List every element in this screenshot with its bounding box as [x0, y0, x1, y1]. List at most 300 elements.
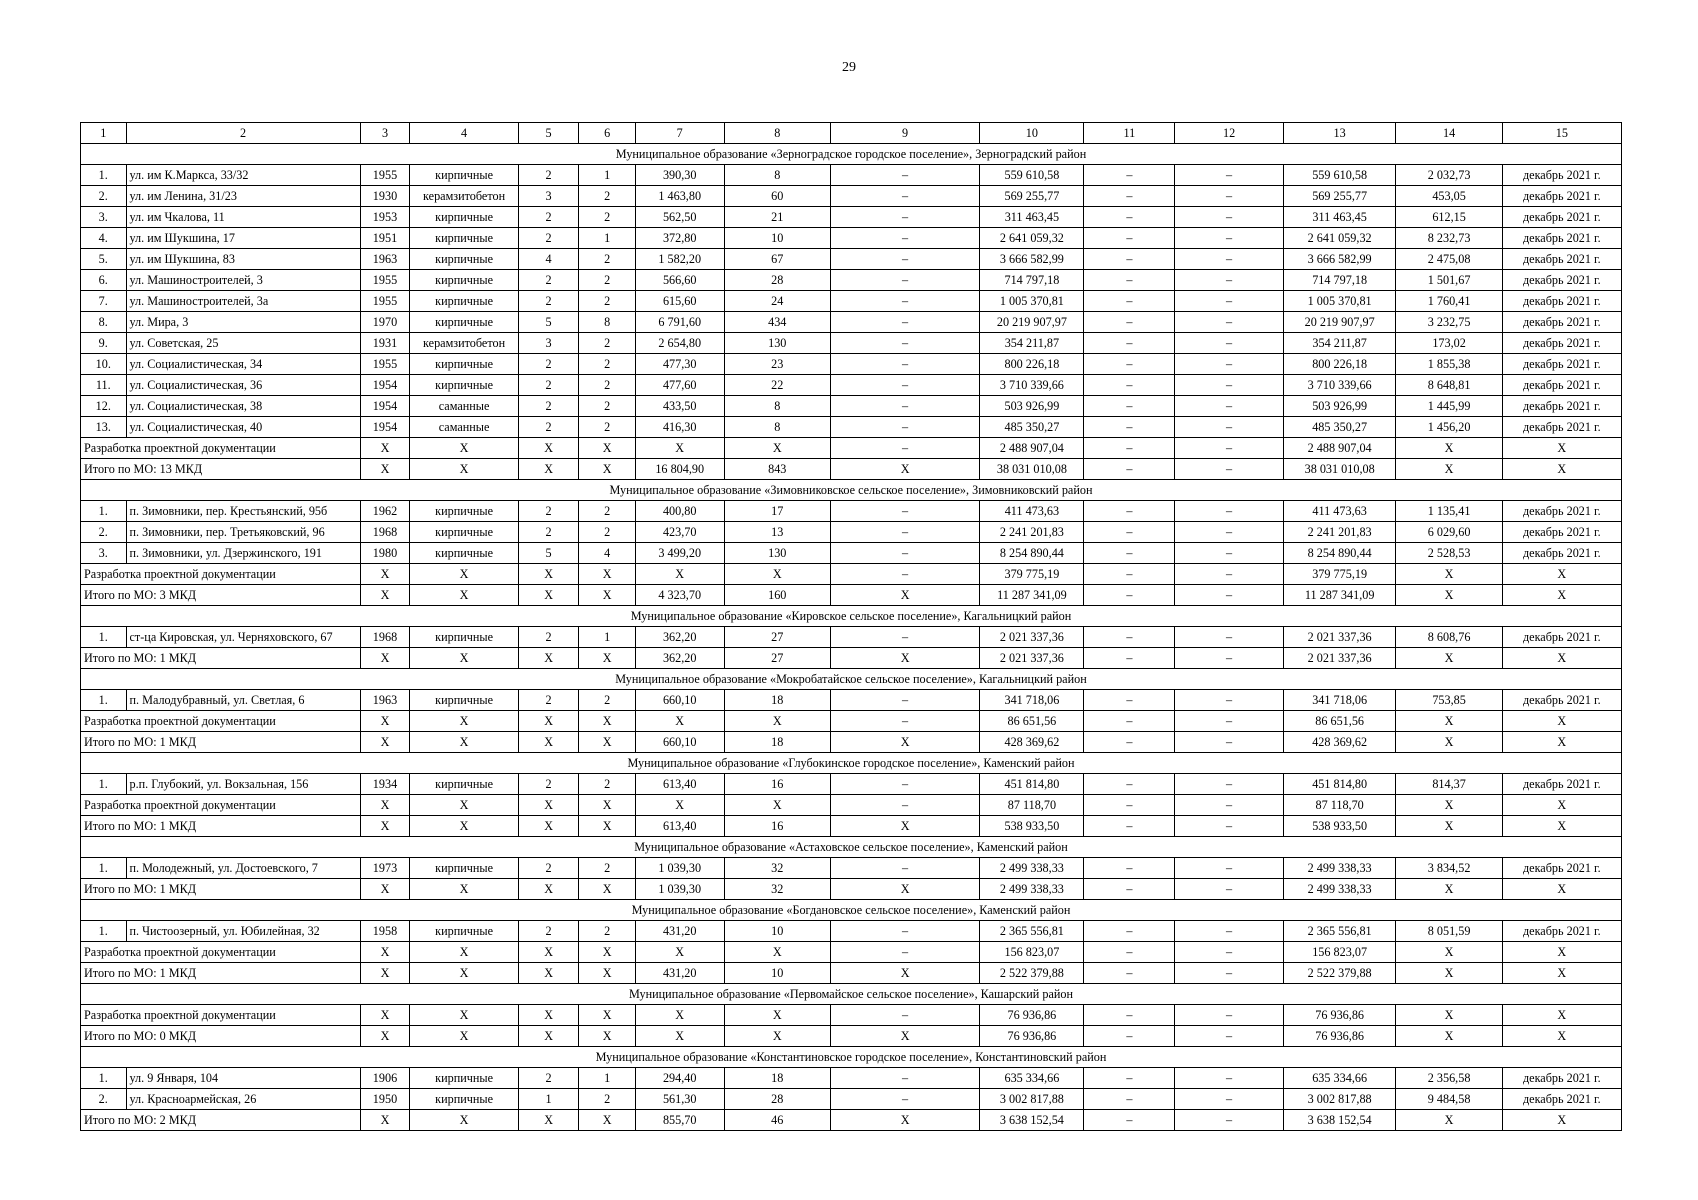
table-cell: 1930 — [360, 186, 410, 207]
table-cell: – — [830, 396, 980, 417]
table-cell: 2 — [518, 417, 579, 438]
table-cell: 2 — [518, 690, 579, 711]
table-cell: X — [579, 1110, 635, 1131]
table-cell: – — [830, 354, 980, 375]
table-cell: 173,02 — [1396, 333, 1502, 354]
table-cell: кирпичные — [410, 354, 518, 375]
table-cell: X — [579, 1026, 635, 1047]
table-cell: 16 — [724, 816, 830, 837]
table-cell: – — [1084, 816, 1175, 837]
table-cell: – — [1084, 1110, 1175, 1131]
table-cell: 8 254 890,44 — [1283, 543, 1396, 564]
table-cell: 2. — [81, 522, 127, 543]
column-header: 9 — [830, 123, 980, 144]
table-cell: X — [724, 711, 830, 732]
section-row — [81, 900, 1622, 921]
table-cell: X — [1396, 648, 1502, 669]
table-cell: 559 610,58 — [980, 165, 1084, 186]
table-cell: X — [410, 963, 518, 984]
table-row — [81, 207, 1622, 228]
table-cell: 2 — [518, 291, 579, 312]
total-row — [81, 1026, 1622, 1047]
table-cell: кирпичные — [410, 291, 518, 312]
table-cell: 1955 — [360, 165, 410, 186]
row-label: Итого по МО: 1 МКД — [81, 963, 361, 984]
table-cell: 2 — [518, 921, 579, 942]
table-cell: X — [410, 1005, 518, 1026]
table-cell: X — [579, 585, 635, 606]
table-cell: – — [1084, 1068, 1175, 1089]
table-cell: 2 488 907,04 — [980, 438, 1084, 459]
table-cell: X — [1502, 1110, 1621, 1131]
table-cell: 538 933,50 — [980, 816, 1084, 837]
section-row — [81, 984, 1622, 1005]
table-cell: 1 135,41 — [1396, 501, 1502, 522]
table-cell: X — [360, 1026, 410, 1047]
table-cell: X — [579, 816, 635, 837]
table-cell: – — [1084, 333, 1175, 354]
table-cell: ул. им Ленина, 31/23 — [126, 186, 360, 207]
table-cell: декабрь 2021 г. — [1502, 354, 1621, 375]
table-cell: кирпичные — [410, 312, 518, 333]
row-label: Разработка проектной документации — [81, 711, 361, 732]
table-cell: X — [410, 732, 518, 753]
table-cell: 76 936,86 — [1283, 1005, 1396, 1026]
table-cell: – — [1084, 291, 1175, 312]
table-cell: X — [579, 1005, 635, 1026]
table-cell: 16 — [724, 774, 830, 795]
table-cell: – — [1084, 711, 1175, 732]
table-cell: декабрь 2021 г. — [1502, 627, 1621, 648]
table-cell: 20 219 907,97 — [980, 312, 1084, 333]
table-cell: 2 — [579, 501, 635, 522]
table-cell: 6 791,60 — [635, 312, 724, 333]
table-cell: – — [1084, 648, 1175, 669]
table-cell: – — [1175, 228, 1283, 249]
table-cell: 2 — [579, 522, 635, 543]
table-cell: – — [1084, 879, 1175, 900]
table-cell: п. Молодежный, ул. Достоевского, 7 — [126, 858, 360, 879]
table-cell: п. Малодубравный, ул. Светлая, 6 — [126, 690, 360, 711]
table-cell: – — [1175, 942, 1283, 963]
table-cell: X — [724, 564, 830, 585]
table-cell: 156 823,07 — [1283, 942, 1396, 963]
design-docs-row — [81, 942, 1622, 963]
table-cell: кирпичные — [410, 207, 518, 228]
table-cell: 2 488 907,04 — [1283, 438, 1396, 459]
table-cell: 38 031 010,08 — [1283, 459, 1396, 480]
table-cell: 1. — [81, 501, 127, 522]
table-cell: – — [830, 312, 980, 333]
table-cell: 8 — [724, 417, 830, 438]
table-cell: X — [1396, 963, 1502, 984]
table-cell: X — [830, 648, 980, 669]
table-cell: 635 334,66 — [1283, 1068, 1396, 1089]
table-cell: X — [360, 963, 410, 984]
table-cell: ул. Советская, 25 — [126, 333, 360, 354]
total-row — [81, 816, 1622, 837]
table-body — [81, 123, 1622, 1131]
table-row — [81, 543, 1622, 564]
table-cell: 477,60 — [635, 375, 724, 396]
table-cell: – — [1175, 207, 1283, 228]
row-label: Итого по МО: 2 МКД — [81, 1110, 361, 1131]
table-cell: кирпичные — [410, 270, 518, 291]
table-cell: X — [579, 879, 635, 900]
table-cell: 485 350,27 — [980, 417, 1084, 438]
table-cell: X — [635, 942, 724, 963]
section-title: Муниципальное образование «Зимовниковское сельское поселение», Зимовниковский район — [81, 480, 1622, 501]
housing-registry-table — [80, 122, 1622, 1131]
table-row — [81, 627, 1622, 648]
table-cell: – — [1084, 249, 1175, 270]
table-cell: 2. — [81, 186, 127, 207]
table-row — [81, 921, 1622, 942]
table-cell: 1968 — [360, 522, 410, 543]
table-cell: р.п. Глубокий, ул. Вокзальная, 156 — [126, 774, 360, 795]
table-row — [81, 228, 1622, 249]
table-cell: декабрь 2021 г. — [1502, 207, 1621, 228]
table-cell: – — [1175, 1089, 1283, 1110]
table-cell: декабрь 2021 г. — [1502, 291, 1621, 312]
table-cell: 451 814,80 — [1283, 774, 1396, 795]
table-cell: 814,37 — [1396, 774, 1502, 795]
table-cell: – — [1175, 312, 1283, 333]
table-cell: 32 — [724, 858, 830, 879]
table-cell: кирпичные — [410, 690, 518, 711]
table-cell: X — [1396, 732, 1502, 753]
table-cell: 3 499,20 — [635, 543, 724, 564]
table-cell: 451 814,80 — [980, 774, 1084, 795]
table-cell: 2 499 338,33 — [1283, 879, 1396, 900]
table-cell: 1950 — [360, 1089, 410, 1110]
table-cell: 5 — [518, 543, 579, 564]
table-cell: X — [635, 438, 724, 459]
table-cell: X — [635, 564, 724, 585]
table-cell: 1970 — [360, 312, 410, 333]
table-cell: 10 — [724, 921, 830, 942]
table-cell: декабрь 2021 г. — [1502, 417, 1621, 438]
total-row — [81, 879, 1622, 900]
table-cell: X — [1396, 564, 1502, 585]
table-cell: 76 936,86 — [980, 1005, 1084, 1026]
table-cell: – — [830, 291, 980, 312]
table-row — [81, 354, 1622, 375]
table-cell: 753,85 — [1396, 690, 1502, 711]
table-cell: X — [1396, 1110, 1502, 1131]
table-cell: ул. им Шукшина, 83 — [126, 249, 360, 270]
section-row — [81, 144, 1622, 165]
table-cell: – — [830, 417, 980, 438]
table-cell: – — [1175, 270, 1283, 291]
table-cell: 431,20 — [635, 963, 724, 984]
table-cell: – — [1175, 921, 1283, 942]
table-cell: 2 — [579, 921, 635, 942]
table-cell: саманные — [410, 417, 518, 438]
table-cell: – — [1084, 417, 1175, 438]
table-cell: 10. — [81, 354, 127, 375]
table-cell: – — [1084, 312, 1175, 333]
table-cell: 2 — [518, 396, 579, 417]
table-cell: 1 005 370,81 — [1283, 291, 1396, 312]
table-cell: X — [724, 1005, 830, 1026]
table-cell: X — [360, 459, 410, 480]
table-cell: – — [830, 375, 980, 396]
table-cell: ул. им Шукшина, 17 — [126, 228, 360, 249]
table-cell: 2 475,08 — [1396, 249, 1502, 270]
table-cell: 416,30 — [635, 417, 724, 438]
table-cell: декабрь 2021 г. — [1502, 249, 1621, 270]
table-cell: 130 — [724, 543, 830, 564]
table-cell: 1 760,41 — [1396, 291, 1502, 312]
table-cell: X — [410, 585, 518, 606]
table-cell: декабрь 2021 г. — [1502, 396, 1621, 417]
table-cell: ул. им К.Маркса, 33/32 — [126, 165, 360, 186]
total-row — [81, 732, 1622, 753]
table-cell: 503 926,99 — [1283, 396, 1396, 417]
table-cell: – — [1175, 585, 1283, 606]
table-cell: 76 936,86 — [980, 1026, 1084, 1047]
table-cell: – — [1175, 564, 1283, 585]
table-cell: декабрь 2021 г. — [1502, 522, 1621, 543]
table-cell: 390,30 — [635, 165, 724, 186]
table-cell: 8 648,81 — [1396, 375, 1502, 396]
table-cell: кирпичные — [410, 249, 518, 270]
table-cell: – — [830, 270, 980, 291]
table-cell: кирпичные — [410, 921, 518, 942]
table-cell: – — [1084, 354, 1175, 375]
table-cell: 1. — [81, 627, 127, 648]
table-cell: 2 499 338,33 — [980, 879, 1084, 900]
table-cell: – — [1175, 1110, 1283, 1131]
table-cell: 379 775,19 — [1283, 564, 1396, 585]
table-cell: – — [1175, 795, 1283, 816]
table-cell: X — [360, 942, 410, 963]
table-cell: X — [360, 711, 410, 732]
table-cell: X — [410, 942, 518, 963]
table-cell: X — [1502, 1005, 1621, 1026]
table-cell: X — [579, 648, 635, 669]
table-cell: 2 — [518, 774, 579, 795]
table-cell: – — [1084, 942, 1175, 963]
table-cell: X — [410, 795, 518, 816]
table-cell: 1 582,20 — [635, 249, 724, 270]
row-label: Итого по МО: 1 МКД — [81, 879, 361, 900]
table-cell: 1968 — [360, 627, 410, 648]
table-cell: 5. — [81, 249, 127, 270]
table-cell: 2 241 201,83 — [980, 522, 1084, 543]
table-cell: 2 021 337,36 — [980, 627, 1084, 648]
table-cell: 2 — [518, 165, 579, 186]
table-cell: ул. 9 Января, 104 — [126, 1068, 360, 1089]
table-cell: X — [1502, 459, 1621, 480]
table-cell: ул. Машиностроителей, 3 — [126, 270, 360, 291]
table-cell: кирпичные — [410, 858, 518, 879]
table-cell: 8. — [81, 312, 127, 333]
table-cell: 87 118,70 — [980, 795, 1084, 816]
table-cell: 477,30 — [635, 354, 724, 375]
table-cell: 2 021 337,36 — [1283, 648, 1396, 669]
section-row — [81, 606, 1622, 627]
table-cell: – — [1084, 795, 1175, 816]
table-cell: – — [1084, 522, 1175, 543]
table-row — [81, 858, 1622, 879]
table-cell: 1 — [579, 165, 635, 186]
design-docs-row — [81, 795, 1622, 816]
table-cell: X — [410, 879, 518, 900]
table-cell: X — [518, 732, 579, 753]
table-cell: 1. — [81, 1068, 127, 1089]
table-cell: 1 463,80 — [635, 186, 724, 207]
table-row — [81, 270, 1622, 291]
table-cell: X — [360, 879, 410, 900]
table-cell: 3 638 152,54 — [1283, 1110, 1396, 1131]
section-title: Муниципальное образование «Константиновское городское поселение», Константиновский район — [81, 1047, 1622, 1068]
table-cell: X — [518, 1005, 579, 1026]
table-cell: – — [1175, 249, 1283, 270]
table-cell: 2 528,53 — [1396, 543, 1502, 564]
table-cell: 1955 — [360, 291, 410, 312]
table-cell: X — [1502, 795, 1621, 816]
table-cell: 2 — [579, 396, 635, 417]
table-cell: 800 226,18 — [980, 354, 1084, 375]
table-cell: 2 — [518, 522, 579, 543]
table-cell: 1954 — [360, 396, 410, 417]
table-cell: 2 499 338,33 — [980, 858, 1084, 879]
table-row — [81, 417, 1622, 438]
table-cell: – — [830, 228, 980, 249]
table-cell: 4 323,70 — [635, 585, 724, 606]
table-cell: 3 002 817,88 — [1283, 1089, 1396, 1110]
table-cell: X — [579, 942, 635, 963]
table-cell: 46 — [724, 1110, 830, 1131]
table-cell: X — [724, 1026, 830, 1047]
table-cell: 714 797,18 — [980, 270, 1084, 291]
table-cell: кирпичные — [410, 501, 518, 522]
table-cell: 12. — [81, 396, 127, 417]
table-cell: X — [410, 648, 518, 669]
section-title: Муниципальное образование «Кировское сельское поселение», Кагальницкий район — [81, 606, 1622, 627]
table-cell: X — [635, 1026, 724, 1047]
table-cell: 1906 — [360, 1068, 410, 1089]
column-header: 1 — [81, 123, 127, 144]
table-cell: – — [1084, 774, 1175, 795]
table-cell: 3 002 817,88 — [980, 1089, 1084, 1110]
row-label: Разработка проектной документации — [81, 564, 361, 585]
design-docs-row — [81, 711, 1622, 732]
table-cell: 21 — [724, 207, 830, 228]
table-cell: X — [360, 1110, 410, 1131]
table-cell: декабрь 2021 г. — [1502, 690, 1621, 711]
table-cell: X — [360, 795, 410, 816]
table-cell: 2 499 338,33 — [1283, 858, 1396, 879]
table-cell: 1. — [81, 921, 127, 942]
table-cell: X — [360, 648, 410, 669]
table-cell: X — [1396, 459, 1502, 480]
table-cell: 423,70 — [635, 522, 724, 543]
table-cell: X — [518, 459, 579, 480]
table-cell: X — [1502, 564, 1621, 585]
table-cell: X — [360, 585, 410, 606]
table-row — [81, 249, 1622, 270]
table-cell: 17 — [724, 501, 830, 522]
column-header: 7 — [635, 123, 724, 144]
table-cell: 8 254 890,44 — [980, 543, 1084, 564]
table-cell: – — [830, 711, 980, 732]
table-cell: X — [724, 438, 830, 459]
table-cell: п. Зимовники, пер. Третьяковский, 96 — [126, 522, 360, 543]
table-cell: X — [410, 564, 518, 585]
table-cell: 613,40 — [635, 816, 724, 837]
table-cell: 7. — [81, 291, 127, 312]
table-cell: 660,10 — [635, 690, 724, 711]
table-cell: X — [518, 795, 579, 816]
table-cell: 2 241 201,83 — [1283, 522, 1396, 543]
table-cell: X — [518, 564, 579, 585]
table-cell: – — [1175, 522, 1283, 543]
table-cell: – — [830, 333, 980, 354]
table-cell: 2 654,80 — [635, 333, 724, 354]
table-cell: 1 — [579, 228, 635, 249]
table-cell: кирпичные — [410, 774, 518, 795]
table-cell: – — [830, 690, 980, 711]
table-cell: – — [830, 1005, 980, 1026]
table-cell: 1962 — [360, 501, 410, 522]
table-cell: 362,20 — [635, 627, 724, 648]
column-header: 8 — [724, 123, 830, 144]
table-cell: X — [360, 816, 410, 837]
table-cell: 1 005 370,81 — [980, 291, 1084, 312]
table-cell: X — [830, 1110, 980, 1131]
table-cell: X — [830, 732, 980, 753]
table-cell: – — [1175, 459, 1283, 480]
table-cell: X — [518, 438, 579, 459]
table-cell: – — [1175, 648, 1283, 669]
table-cell: – — [1084, 963, 1175, 984]
table-cell: 428 369,62 — [1283, 732, 1396, 753]
section-title: Муниципальное образование «Мокробатайское сельское поселение», Кагальницкий район — [81, 669, 1622, 690]
total-row — [81, 648, 1622, 669]
table-cell: ул. Социалистическая, 34 — [126, 354, 360, 375]
table-cell: 76 936,86 — [1283, 1026, 1396, 1047]
table-cell: декабрь 2021 г. — [1502, 774, 1621, 795]
table-cell: 13. — [81, 417, 127, 438]
table-cell: 8 — [579, 312, 635, 333]
table-cell: 2 — [579, 354, 635, 375]
table-cell: 86 651,56 — [1283, 711, 1396, 732]
table-cell: ул. Социалистическая, 36 — [126, 375, 360, 396]
table-cell: X — [518, 942, 579, 963]
table-cell: – — [830, 438, 980, 459]
table-cell: 1. — [81, 858, 127, 879]
table-cell: 400,80 — [635, 501, 724, 522]
table-cell: X — [410, 459, 518, 480]
table-cell: 1953 — [360, 207, 410, 228]
table-cell: 2 — [579, 858, 635, 879]
table-cell: – — [830, 627, 980, 648]
table-cell: 294,40 — [635, 1068, 724, 1089]
table-cell: 379 775,19 — [980, 564, 1084, 585]
table-cell: 1954 — [360, 417, 410, 438]
table-cell: керамзитобетон — [410, 333, 518, 354]
table-cell: X — [518, 816, 579, 837]
table-cell: X — [635, 795, 724, 816]
table-cell: декабрь 2021 г. — [1502, 921, 1621, 942]
table-cell: 2 — [579, 207, 635, 228]
table-cell: – — [1084, 186, 1175, 207]
table-cell: – — [1084, 564, 1175, 585]
design-docs-row — [81, 438, 1622, 459]
